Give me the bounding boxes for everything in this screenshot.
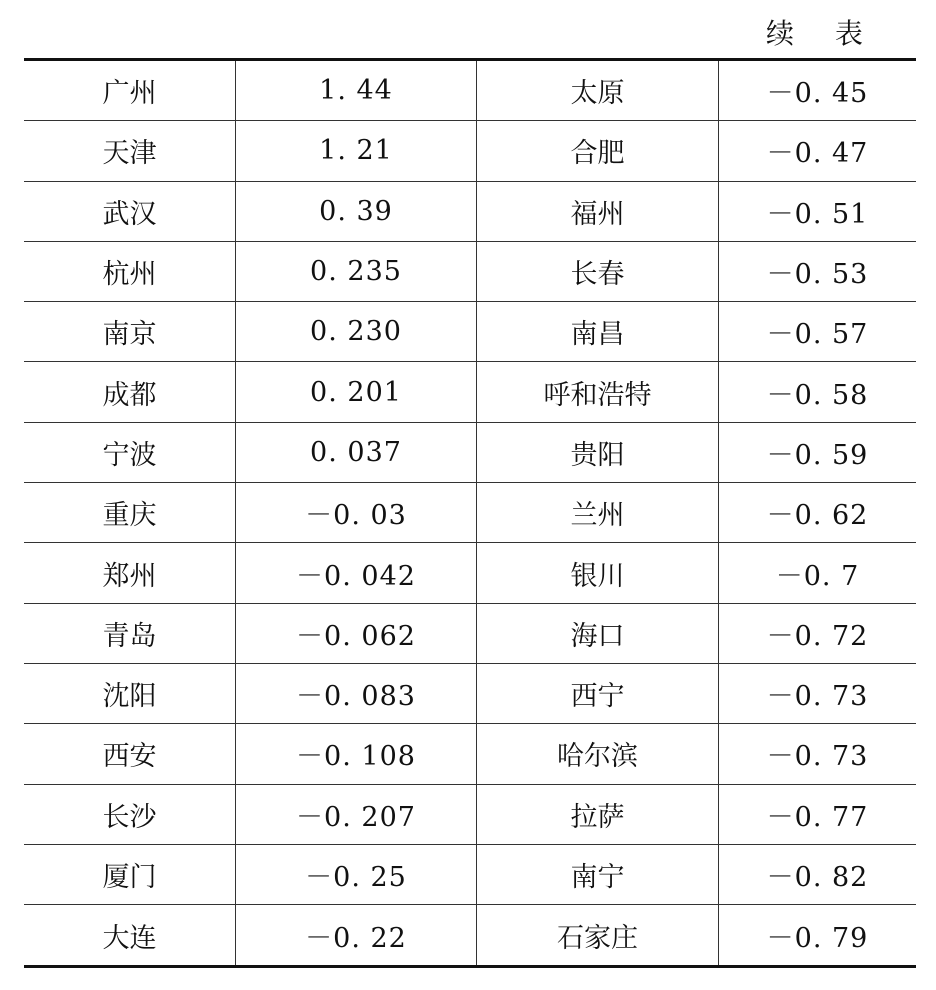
table-row <box>24 543 916 603</box>
table-row <box>24 242 916 302</box>
value-cell: －0. 57 <box>766 319 869 351</box>
city-name-cell: 杭州 <box>24 242 236 301</box>
city-name-cell: 厦门 <box>24 845 236 904</box>
city-name-cell: 贵阳 <box>477 423 719 482</box>
value-cell: 1. 21 <box>236 121 477 180</box>
table-row <box>24 604 916 664</box>
value-cell: －0. 79 <box>766 922 869 954</box>
value-cell: 1. 44 <box>236 61 477 120</box>
value-cell: －0. 207 <box>236 785 477 844</box>
city-name-cell: 武汉 <box>24 182 236 241</box>
table-row <box>24 302 916 362</box>
city-name-cell: 福州 <box>477 182 719 241</box>
city-name-cell: 呼和浩特 <box>477 362 719 421</box>
value-cell: 0. 39 <box>236 182 477 241</box>
city-name-cell: 沈阳 <box>24 664 236 723</box>
city-name-cell: 青岛 <box>24 604 236 663</box>
table-row <box>24 724 916 784</box>
value-cell: －0. 82 <box>766 862 869 893</box>
value-cell: －0. 77 <box>766 801 869 833</box>
table-row <box>24 362 916 422</box>
city-name-cell: 天津 <box>24 121 236 180</box>
city-name-cell: 太原 <box>477 61 719 120</box>
city-name-cell: 大连 <box>24 905 236 965</box>
city-name-cell: 南宁 <box>477 845 719 904</box>
value-cell: －0. 7 <box>775 560 860 592</box>
city-name-cell: 长春 <box>477 242 719 301</box>
table-row <box>24 121 916 181</box>
table-row <box>24 785 916 845</box>
city-value-table <box>24 58 916 968</box>
value-cell: －0. 72 <box>766 620 869 652</box>
value-cell: 0. 037 <box>236 423 477 482</box>
city-name-cell: 石家庄 <box>477 905 719 965</box>
value-cell: －0. 083 <box>236 664 477 723</box>
city-name-cell: 广州 <box>24 61 236 120</box>
table-row <box>24 845 916 905</box>
value-cell: －0. 59 <box>766 439 869 471</box>
table-row <box>24 423 916 483</box>
city-name-cell: 海口 <box>477 604 719 663</box>
value-cell: 0. 201 <box>236 362 477 421</box>
city-name-cell: 南京 <box>24 302 236 361</box>
table-row <box>24 905 916 965</box>
city-name-cell: 郑州 <box>24 543 236 602</box>
value-cell: －0. 51 <box>766 198 869 230</box>
value-cell: 0. 235 <box>236 242 477 301</box>
city-name-cell: 兰州 <box>477 483 719 542</box>
value-cell: －0. 108 <box>236 724 477 783</box>
city-name-cell: 西安 <box>24 724 236 783</box>
value-cell: －0. 47 <box>766 138 869 170</box>
value-cell: －0. 62 <box>766 500 869 532</box>
value-cell: －0. 45 <box>766 78 869 110</box>
value-cell: －0. 25 <box>236 845 477 904</box>
value-cell: －0. 73 <box>766 741 869 773</box>
table-row <box>24 182 916 242</box>
table-continued-caption: 续 表 <box>766 17 879 50</box>
city-name-cell: 长沙 <box>24 785 236 844</box>
city-name-cell: 银川 <box>477 543 719 602</box>
city-name-cell: 成都 <box>24 362 236 421</box>
city-name-cell: 重庆 <box>24 483 236 542</box>
city-name-cell: 哈尔滨 <box>477 724 719 783</box>
value-cell: －0. 062 <box>236 604 477 663</box>
table-row <box>24 664 916 724</box>
city-name-cell: 西宁 <box>477 664 719 723</box>
table-row <box>24 61 916 121</box>
city-name-cell: 合肥 <box>477 121 719 180</box>
city-name-cell: 南昌 <box>477 302 719 361</box>
city-name-cell: 宁波 <box>24 423 236 482</box>
value-cell: －0. 03 <box>236 483 477 542</box>
city-name-cell: 拉萨 <box>477 785 719 844</box>
value-cell: －0. 042 <box>236 543 477 602</box>
value-cell: －0. 73 <box>766 681 869 713</box>
value-cell: －0. 53 <box>766 259 869 291</box>
table-row <box>24 483 916 543</box>
value-cell: －0. 22 <box>236 905 477 965</box>
value-cell: 0. 230 <box>236 302 477 361</box>
value-cell: －0. 58 <box>766 379 869 411</box>
